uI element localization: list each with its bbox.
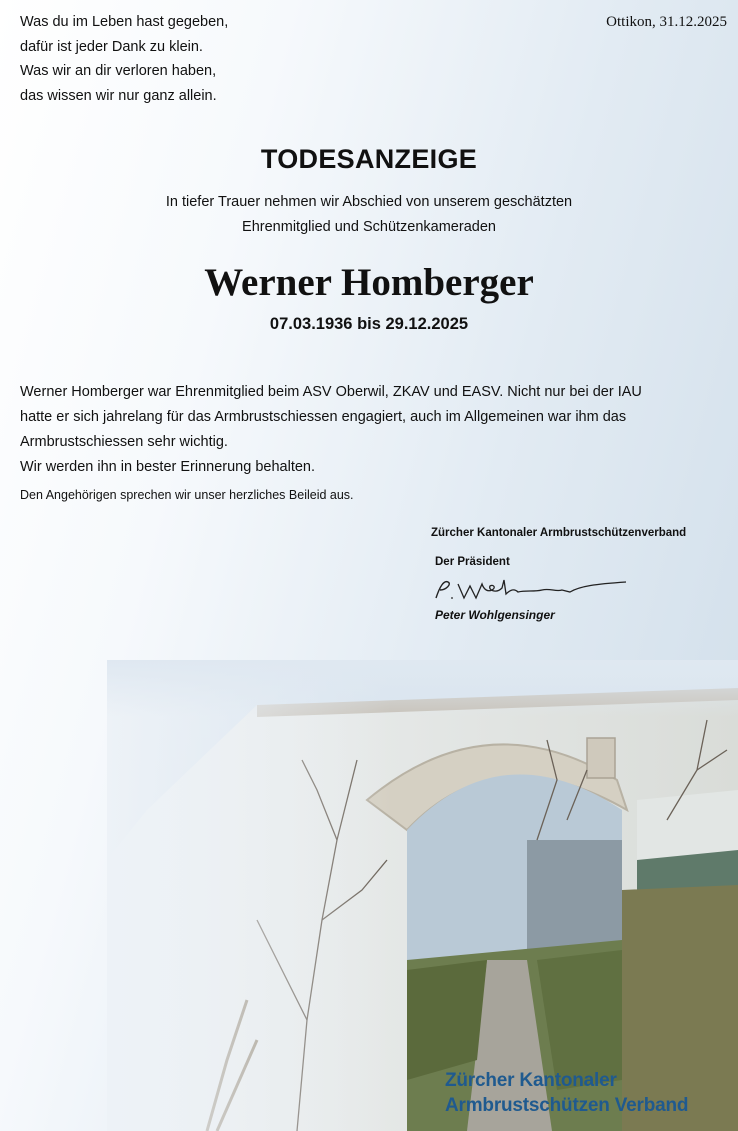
organization-name: Zürcher Kantonaler Armbrustschützenverband: [431, 527, 687, 539]
association-logo-text: [445, 1068, 688, 1118]
caption-line: Zürcher Kantonaler: [445, 1070, 617, 1091]
signer-role: Der Präsident: [435, 556, 510, 568]
verse: [20, 10, 228, 108]
verse-line: Was du im Leben hast gegeben,: [20, 14, 229, 30]
verse-line: dafür ist jeder Dank zu klein.: [20, 38, 203, 55]
signer-name: Peter Wohlgensinger: [435, 608, 555, 622]
tribute-line: hatte er sich jahrelang für das Armbrustschiessen engagiert, auch im Allgemeinen war ihm das: [20, 409, 627, 425]
deceased-name: Werner Homberger: [204, 261, 534, 304]
tribute-line: Werner Homberger war Ehrenmitglied beim ASV Oberwil, ZKAV und EASV. Nicht nur bei der IAU: [20, 384, 642, 400]
gate-archway-photo: [107, 660, 738, 1131]
caption-line: Armbrustschützen Verband: [445, 1095, 689, 1116]
place-date: Ottikon, 31.12.2025: [606, 14, 727, 30]
intro-line: Ehrenmitglied und Schützenkameraden: [242, 219, 496, 235]
tribute-line: Wir werden ihn in bester Erinnerung behalten.: [20, 459, 315, 475]
intro-line: In tiefer Trauer nehmen wir Abschied von unserem geschätzten: [165, 194, 573, 210]
life-dates: 07.03.1936 bis 29.12.2025: [269, 315, 469, 333]
tribute-text: [20, 380, 720, 480]
tribute-line: Armbrustschiessen sehr wichtig.: [20, 434, 228, 450]
verse-line: das wissen wir nur ganz allein.: [20, 87, 217, 104]
notice-heading: TODESANZEIGE: [260, 144, 478, 174]
verse-line: Was wir an dir verloren haben,: [20, 63, 217, 79]
handwritten-signature: [430, 574, 630, 606]
condolence-text: Den Angehörigen sprechen wir unser herzliches Beileid aus.: [20, 488, 354, 502]
intro-text: [0, 190, 738, 240]
